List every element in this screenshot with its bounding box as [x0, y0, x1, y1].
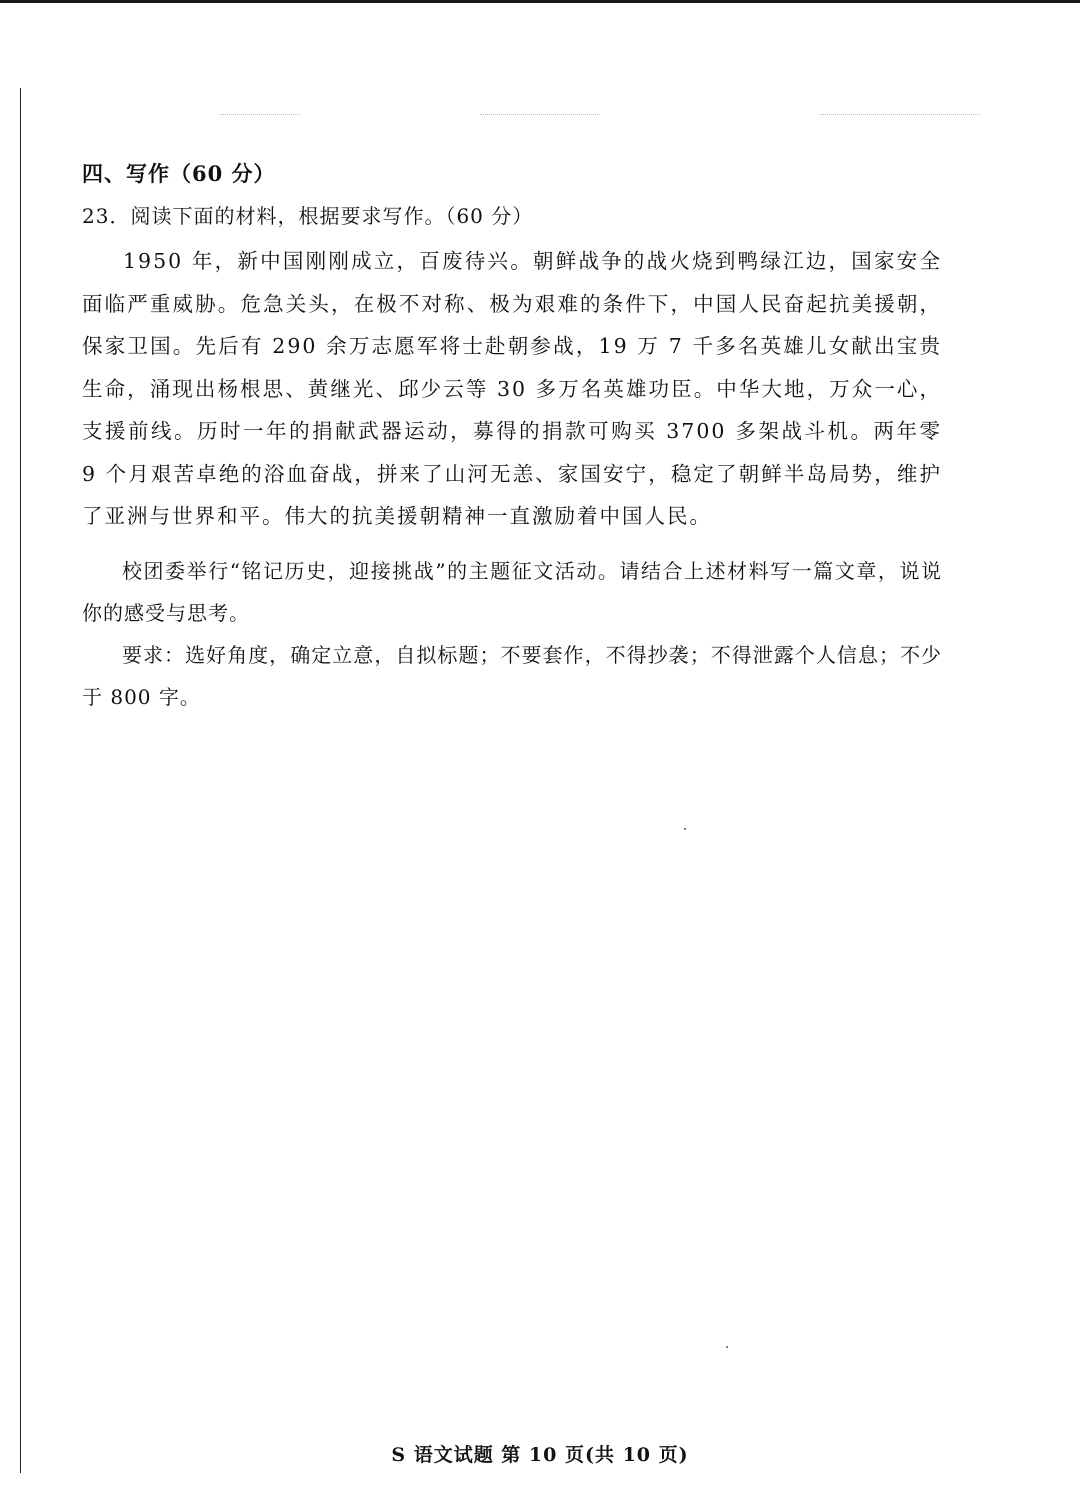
page-footer: S 语文试题 第 10 页(共 10 页): [391, 1444, 689, 1466]
scan-artifact: [220, 114, 300, 116]
scan-speck: [726, 1346, 728, 1348]
left-margin-line: [20, 88, 21, 1473]
exam-page-content: [82, 152, 942, 718]
writing-requirements: 要求：选好角度，确定立意，自拟标题；不要套作，不得抄袭；不得泄露个人信息；不少于 800 字。: [82, 642, 942, 709]
writing-prompt: 校团委举行“铭记历史，迎接挑战”的主题征文活动。请结合上述材料写一篇文章，说说你的感受与思考。: [82, 558, 942, 625]
section-title: 四、写作（60 分）: [82, 161, 276, 186]
scan-artifact: [820, 114, 980, 116]
scan-speck: [684, 828, 686, 830]
material-paragraph: 1950 年，新中国刚刚成立，百废待兴。朝鲜战争的战火烧到鸭绿江边，国家安全面临严重威胁。危急关头，在极不对称、极为艰难的条件下，中国人民奋起抗美援朝，保家卫国。先后有 290 余万志愿军将士赴朝参战，19 万 7 千多名英雄儿女献出宝贵生命，涌现出杨根思、黄继光、邱少云等 30 多万名英雄功臣。中华大地，万众一心，支援前线。历时一年的捐献武器运动，募得的捐款可购买 3700 多架战斗机。两年零 9 个月艰苦卓绝的浴血奋战，拼来了山河无恙、家国安宁，稳定了朝鲜半岛局势，维护了亚洲与世界和平。伟大的抗美援朝精神一直激励着中国人民。: [82, 249, 942, 528]
scan-artifact: [480, 114, 600, 116]
question-stem: 23．阅读下面的材料，根据要求写作。（60 分）: [82, 204, 534, 228]
top-border-line: [0, 0, 1080, 3]
